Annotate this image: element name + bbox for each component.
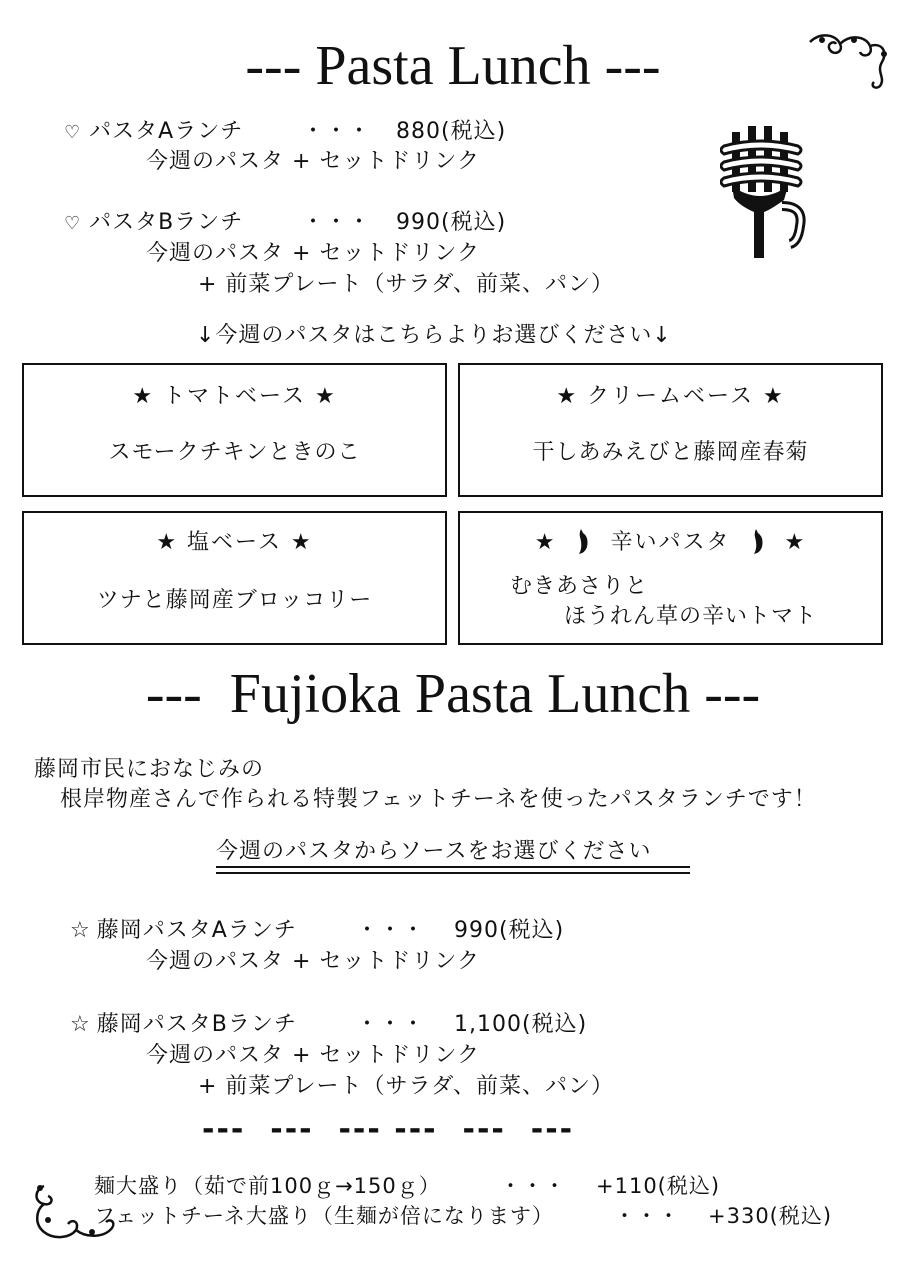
box-body-line-1: むきあさりと xyxy=(510,574,649,599)
option-row xyxy=(94,1170,441,1200)
flourish-ornament-icon xyxy=(30,1180,120,1244)
fujioka-a-name: 藤岡パスタAランチ xyxy=(96,918,297,943)
option-price: +330(税込) xyxy=(708,1204,833,1228)
pasta-box-salt xyxy=(22,511,447,645)
option-dots: ・・・ xyxy=(614,1204,680,1228)
fujioka-title: --- Fujioka Pasta Lunch --- xyxy=(145,663,761,725)
fujioka-a-dots: ・・・ xyxy=(356,918,426,943)
double-underline xyxy=(216,866,690,868)
star-outline-icon: ☆ xyxy=(70,1012,91,1037)
pasta-a-dots: ・・・ xyxy=(302,119,372,144)
box-title-text: 辛いパスタ xyxy=(610,530,731,555)
star-icon: ★ xyxy=(534,530,557,555)
pasta-b-line xyxy=(64,205,243,236)
box-title: ★ トマトベース ★ xyxy=(132,384,337,409)
option-price: +110(税込) xyxy=(596,1174,721,1198)
pasta-b-dots: ・・・ xyxy=(302,210,372,235)
star-icon: ★ xyxy=(784,530,807,555)
fujioka-b-dots: ・・・ xyxy=(356,1012,426,1037)
box-title: ★ クリームベース ★ xyxy=(556,384,785,409)
box-title xyxy=(460,525,881,556)
pasta-b-price: 990(税込) xyxy=(396,210,507,235)
option-dots: ・・・ xyxy=(500,1174,566,1198)
chili-pepper-icon xyxy=(750,527,766,555)
fujioka-b-price: 1,100(税込) xyxy=(454,1012,588,1037)
fujioka-a-desc: 今週のパスタ + セットドリンク xyxy=(146,949,480,974)
fujioka-b-extra: + 前菜プレート（サラダ、前菜、パン） xyxy=(198,1074,615,1099)
star-outline-icon: ☆ xyxy=(70,918,91,943)
divider: --- --- --- --- --- --- xyxy=(202,1112,575,1147)
box-body: スモークチキンときのこ xyxy=(108,440,361,465)
pasta-box-cream xyxy=(458,363,883,497)
fujioka-b-desc: 今週のパスタ + セットドリンク xyxy=(146,1043,480,1068)
heart-icon: ♡ xyxy=(64,213,82,234)
option-row xyxy=(94,1200,554,1230)
fujioka-a-line xyxy=(70,913,297,944)
fork-with-pasta-icon xyxy=(720,126,810,262)
pasta-a-price: 880(税込) xyxy=(396,119,507,144)
pasta-b-desc: 今週のパスタ + セットドリンク xyxy=(146,241,480,266)
chili-pepper-icon xyxy=(575,527,591,555)
pasta-a-line xyxy=(64,114,243,145)
pasta-a-desc: 今週のパスタ + セットドリンク xyxy=(146,149,480,174)
fujioka-b-line xyxy=(70,1007,297,1038)
pasta-box-tomato xyxy=(22,363,447,497)
pasta-a-name: パスタAランチ xyxy=(89,119,244,144)
pasta-b-extra: + 前菜プレート（サラダ、前菜、パン） xyxy=(198,272,615,297)
option-label: フェットチーネ大盛り（生麺が倍になります） xyxy=(94,1204,554,1228)
heart-icon: ♡ xyxy=(64,122,82,143)
intro-line-2: 根岸物産さんで作られる特製フェットチーネを使ったパスタランチです！ xyxy=(60,787,817,812)
pasta-b-name: パスタBランチ xyxy=(89,210,244,235)
intro-line-1: 藤岡市民におなじみの xyxy=(34,757,265,782)
fujioka-b-name: 藤岡パスタBランチ xyxy=(96,1012,297,1037)
box-body-line-2: ほうれん草の辛いトマト xyxy=(564,604,818,629)
fujioka-a-price: 990(税込) xyxy=(454,918,565,943)
box-title: ★ 塩ベース ★ xyxy=(156,530,313,555)
choose-note: ↓今週のパスタはこちらよりお選びください↓ xyxy=(196,323,672,348)
option-label: 麺大盛り（茹で前100ｇ→150ｇ） xyxy=(94,1174,441,1198)
box-body: ツナと藤岡産ブロッコリー xyxy=(96,588,373,613)
box-body: 干しあみえびと藤岡産春菊 xyxy=(532,440,809,465)
pasta-box-spicy xyxy=(458,511,883,645)
choose-sauce: 今週のパスタからソースをお選びください xyxy=(216,839,652,864)
page-title: --- Pasta Lunch --- xyxy=(245,35,661,97)
double-underline xyxy=(216,872,690,874)
